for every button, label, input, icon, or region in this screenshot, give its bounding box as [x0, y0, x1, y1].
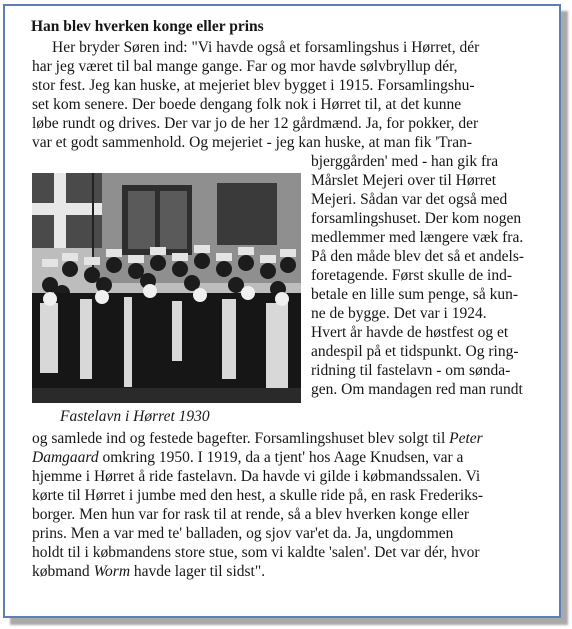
- text-line: betale en lille sum penge, så kun-: [311, 286, 519, 303]
- text-line: ne de bygge. Det var i 1924.: [311, 305, 487, 322]
- text-line: Her bryder Søren ind: "Vi havde også et forsamlingshus i Hørret, dér: [52, 39, 480, 56]
- text-line: løbe rundt og drives. Der var jo de her 12 gårdmænd. Ja, for pokker, der: [32, 115, 479, 132]
- text-line: bjerggården' med - han gik fra: [311, 153, 499, 170]
- photo-caption: Fastelavn i Hørret 1930: [60, 408, 210, 425]
- article-frame: [3, 4, 561, 618]
- text-line: hjemme i Hørret å ride fastelavn. Da havde vi gilde i købmandssalen. Vi: [32, 468, 481, 485]
- text-line: [32, 429, 483, 448]
- text-line: holdt til i købmandens store stue, som vi kaldte 'salen'. Det var dér, hvor: [32, 544, 480, 561]
- text-line: forsamlingshuset. Der kom nogen: [311, 210, 522, 227]
- text-line: gen. Om mandagen red man rundt: [311, 381, 523, 398]
- person-name-damgaard: Damgaard: [32, 449, 99, 466]
- text-line: andespil på et tidspunkt. Og ring-: [311, 343, 519, 360]
- text-line: Hvert år havde de høstfest og et: [311, 324, 509, 341]
- text-line: har jeg været til bal mange gange. Far og mor havde sølvbryllup dér,: [32, 58, 458, 75]
- carnival-group-photo: [32, 173, 301, 403]
- text-line: stor fest. Jeg kan huske, at mejeriet blev bygget i 1915. Forsamlingshu-: [32, 77, 475, 94]
- text-line: [32, 562, 265, 581]
- text-line: set kom senere. Der boede dengang folk nok i Hørret til, at det kunne: [32, 96, 462, 113]
- text-line: foretagende. Først skulle de ind-: [311, 267, 513, 284]
- person-name-peter: Peter: [449, 430, 483, 447]
- text-line: medlemmer med længere væk fra.: [311, 229, 524, 246]
- text-segment: omkring 1950. I 1919, da a tjent' hos Aage Knudsen, var a: [98, 449, 464, 466]
- text-segment: og samlede ind og festede bagefter. Forsamlingshuset blev solgt til: [32, 430, 450, 447]
- text-line: var et godt sammenhold. Og mejeriet - jeg kan huske, at man fik 'Tran-: [32, 134, 472, 151]
- text-line: [32, 448, 463, 467]
- text-line: Mejeri. Sådan var det også med: [311, 191, 508, 208]
- text-line: borger. Men hun var for rask til at rende, så a blev hverken konge eller: [32, 506, 470, 523]
- person-name-worm: Worm: [93, 563, 131, 580]
- text-line: Mårslet Mejeri over til Hørret: [311, 172, 497, 189]
- text-line: prins. Men a var med te' balladen, og sjov var'et da. Ja, ungdommen: [32, 525, 454, 542]
- article-title: Han blev hverken konge eller prins: [31, 18, 264, 35]
- text-segment: købmand: [32, 563, 94, 580]
- text-line: På den måde blev det så et andels-: [311, 248, 525, 265]
- text-segment: havde lager til sidst".: [130, 563, 266, 580]
- text-line: kørte til Hørret i jumbe med den hest, a skulle ride på, en rask Frederiks-: [32, 487, 484, 504]
- text-line: ridning til fastelavn - om sønda-: [311, 362, 511, 379]
